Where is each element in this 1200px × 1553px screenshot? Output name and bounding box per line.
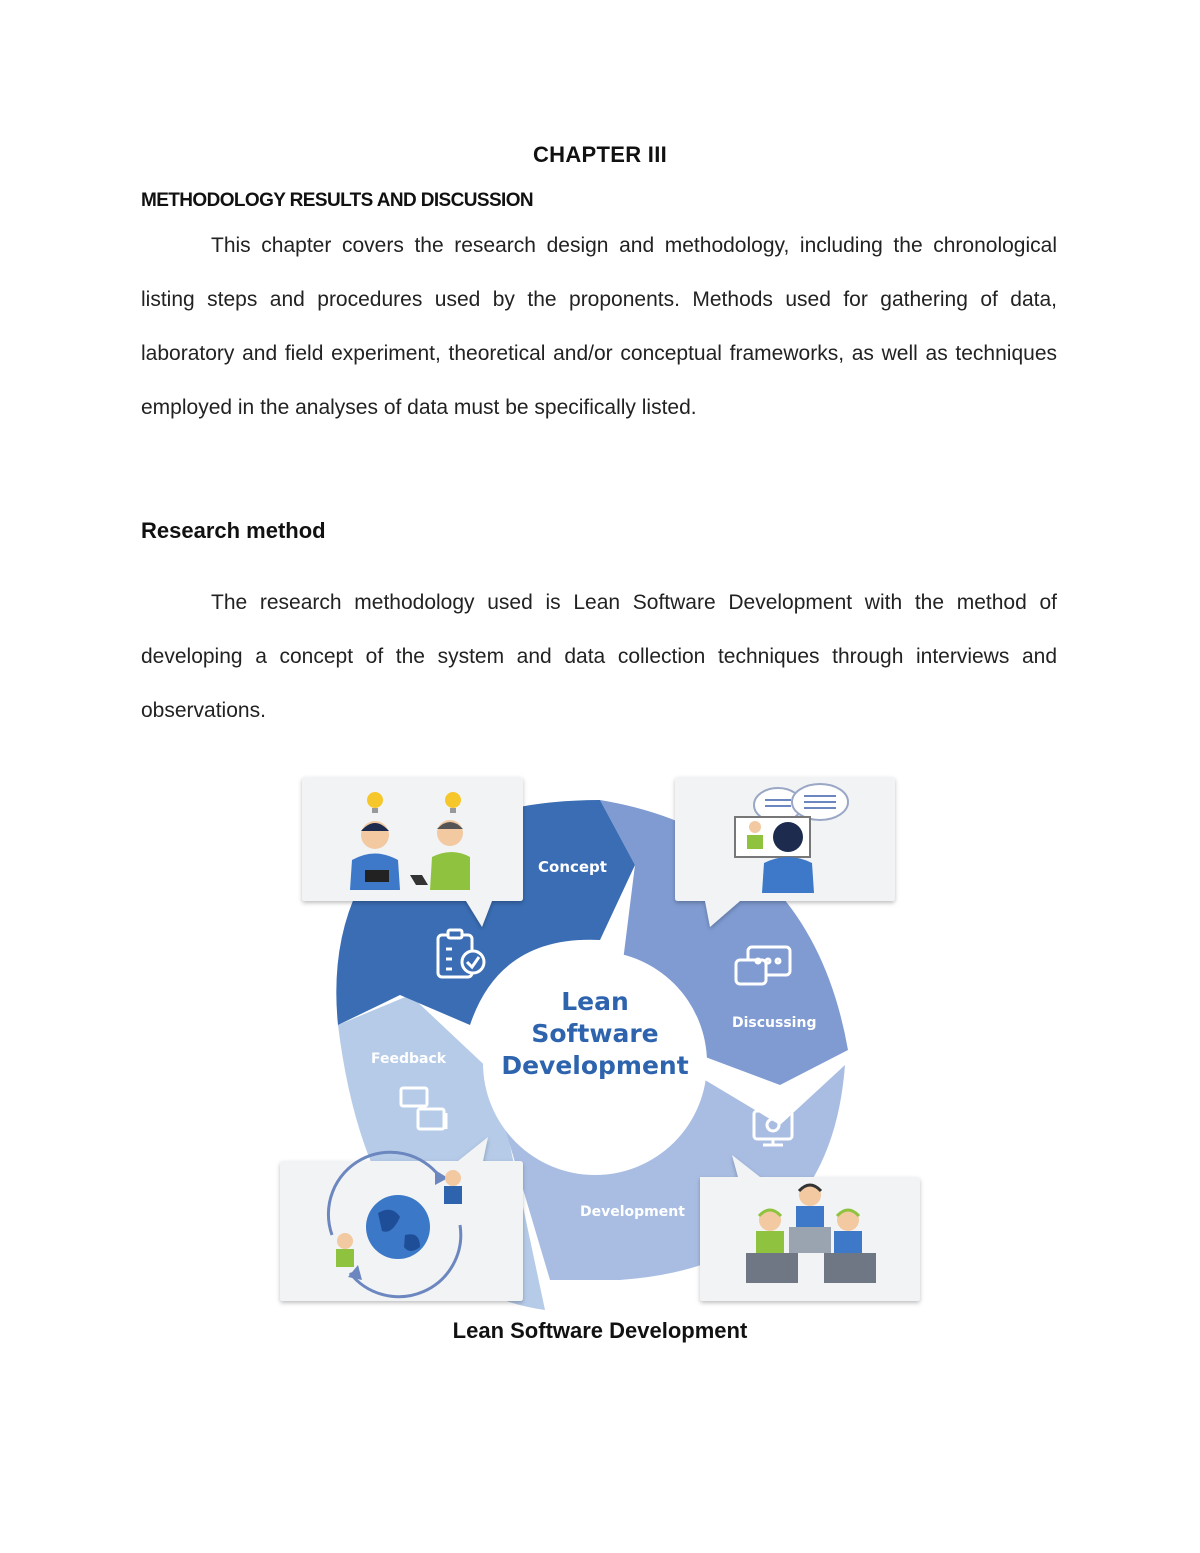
center-title-line3: Development: [501, 1051, 689, 1080]
chapter-title: CHAPTER III: [532, 142, 668, 167]
research-method-paragraph: The research methodology used is Lean Software Development with the method of developing a concept of the system and data collection techniques through interviews and observations.: [141, 591, 1057, 722]
stage-label-concept: Concept: [538, 858, 607, 876]
center-title-line1: Lean: [561, 987, 629, 1016]
center-title-line2: Software: [531, 1019, 659, 1048]
stage-label-feedback: Feedback: [371, 1051, 447, 1067]
research-method-heading: Research method: [141, 518, 326, 543]
lean-cycle-diagram: [270, 765, 940, 1315]
section-title: METHODOLOGY RESULTS AND DISCUSSION: [141, 190, 533, 211]
intro-paragraph: This chapter covers the research design and methodology, including the chronological listing steps and procedures used by the proponents. Methods used for gathering of data, laboratory and field experiment, theoretical and/or conceptual frameworks, as well as techniques employed in the analyses of data must be specifically listed.: [141, 234, 1057, 419]
figure-caption: Lean Software Development: [452, 1318, 748, 1343]
stage-label-discussing: Discussing: [732, 1015, 817, 1031]
stage-label-development: Development: [580, 1204, 685, 1220]
